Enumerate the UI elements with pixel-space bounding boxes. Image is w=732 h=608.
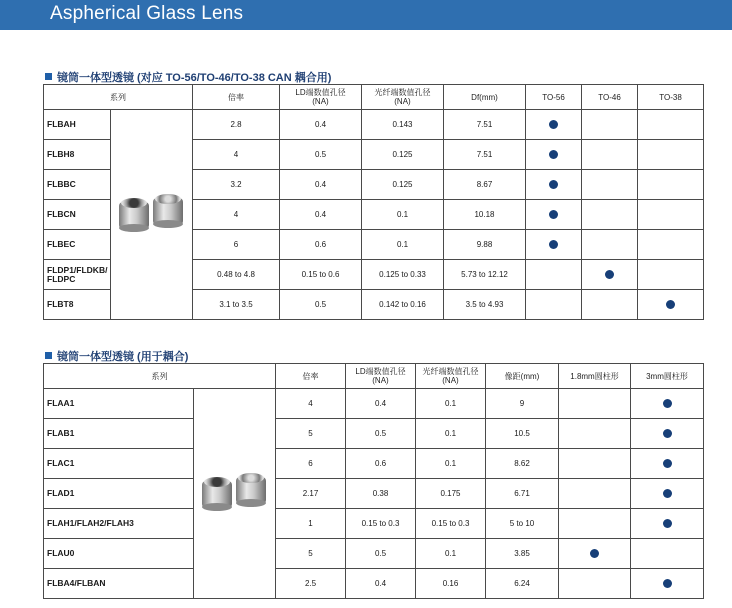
cell-to46 bbox=[582, 140, 638, 170]
compatibility-dot-icon bbox=[590, 549, 599, 558]
cell-to38 bbox=[638, 260, 704, 290]
cell-mag: 1 bbox=[276, 509, 346, 539]
cell-fiber_na: 0.16 bbox=[416, 569, 486, 599]
title-bar bbox=[0, 0, 732, 30]
cell-mag: 4 bbox=[276, 389, 346, 419]
lens-image-cell bbox=[111, 110, 193, 320]
cell-ld_na: 0.4 bbox=[280, 200, 362, 230]
cell-fiber_na: 0.1 bbox=[416, 449, 486, 479]
header-ld-na: LD端数值孔径 (NA) bbox=[346, 364, 416, 389]
cell-to38 bbox=[638, 200, 704, 230]
cell-ld_na: 0.4 bbox=[346, 389, 416, 419]
cell-ld_na: 0.15 to 0.6 bbox=[280, 260, 362, 290]
compatibility-dot-icon bbox=[549, 210, 558, 219]
cell-mag: 5 bbox=[276, 539, 346, 569]
series-name: FLBA4/FLBAN bbox=[44, 569, 194, 599]
compatibility-dot-icon bbox=[663, 429, 672, 438]
cell-fiber_na: 0.125 to 0.33 bbox=[362, 260, 444, 290]
header-cyl-1-8mm: 1.8mm圆柱形 bbox=[559, 364, 631, 389]
series-name: FLAA1 bbox=[44, 389, 194, 419]
compatibility-dot-icon bbox=[549, 240, 558, 249]
header-to56: TO-56 bbox=[526, 85, 582, 110]
series-name: FLDP1/FLDKB/ FLDPC bbox=[44, 260, 111, 290]
cell-mag: 4 bbox=[193, 140, 280, 170]
table-row bbox=[44, 569, 704, 599]
compatibility-dot-icon bbox=[663, 579, 672, 588]
table-row bbox=[44, 419, 704, 449]
cell-df: 9.88 bbox=[444, 230, 526, 260]
lens-image bbox=[117, 192, 187, 237]
header-fiber-na: 光纤端数值孔径 (NA) bbox=[362, 85, 444, 110]
cell-dist: 8.62 bbox=[486, 449, 559, 479]
table-row bbox=[44, 479, 704, 509]
header-magnification: 倍率 bbox=[193, 85, 280, 110]
compatibility-dot-icon bbox=[549, 180, 558, 189]
bullet-square-icon bbox=[45, 352, 52, 359]
bullet-square-icon bbox=[45, 73, 52, 80]
cell-c18 bbox=[559, 509, 631, 539]
header-ld-na: LD端数值孔径 (NA) bbox=[280, 85, 362, 110]
header-to46: TO-46 bbox=[582, 85, 638, 110]
series-name: FLAU0 bbox=[44, 539, 194, 569]
cell-dist: 6.24 bbox=[486, 569, 559, 599]
cell-dist: 9 bbox=[486, 389, 559, 419]
cell-fiber_na: 0.175 bbox=[416, 479, 486, 509]
cell-c18 bbox=[559, 449, 631, 479]
cell-ld_na: 0.6 bbox=[346, 449, 416, 479]
cell-mag: 4 bbox=[193, 200, 280, 230]
cell-ld_na: 0.5 bbox=[346, 539, 416, 569]
cell-dist: 10.5 bbox=[486, 419, 559, 449]
cell-to46 bbox=[582, 290, 638, 320]
cell-fiber_na: 0.143 bbox=[362, 110, 444, 140]
compatibility-dot-icon bbox=[666, 300, 675, 309]
cell-c3 bbox=[631, 419, 704, 449]
cell-c3 bbox=[631, 449, 704, 479]
series-name: FLBEC bbox=[44, 230, 111, 260]
cell-fiber_na: 0.1 bbox=[362, 230, 444, 260]
compatibility-dot-icon bbox=[663, 489, 672, 498]
cell-c3 bbox=[631, 569, 704, 599]
cell-to56 bbox=[526, 110, 582, 140]
cell-fiber_na: 0.15 to 0.3 bbox=[416, 509, 486, 539]
header-series: 系列 bbox=[44, 364, 276, 389]
series-name: FLBH8 bbox=[44, 140, 111, 170]
cell-mag: 6 bbox=[276, 449, 346, 479]
cell-ld_na: 0.38 bbox=[346, 479, 416, 509]
cell-ld_na: 0.6 bbox=[280, 230, 362, 260]
table-row bbox=[44, 110, 704, 140]
cell-c18 bbox=[559, 389, 631, 419]
cell-fiber_na: 0.142 to 0.16 bbox=[362, 290, 444, 320]
lens-image bbox=[200, 471, 270, 516]
page-title: Aspherical Glass Lens bbox=[50, 3, 244, 24]
cell-fiber_na: 0.125 bbox=[362, 140, 444, 170]
series-name: FLBBC bbox=[44, 170, 111, 200]
series-name: FLBAH bbox=[44, 110, 111, 140]
cell-to46 bbox=[582, 230, 638, 260]
table-row bbox=[44, 449, 704, 479]
cell-df: 7.51 bbox=[444, 110, 526, 140]
cell-df: 8.67 bbox=[444, 170, 526, 200]
cell-to56 bbox=[526, 290, 582, 320]
cell-c18 bbox=[559, 479, 631, 509]
compatibility-dot-icon bbox=[605, 270, 614, 279]
section1-heading bbox=[45, 69, 331, 85]
cell-to38 bbox=[638, 140, 704, 170]
section2-heading bbox=[45, 348, 188, 364]
compatibility-dot-icon bbox=[549, 150, 558, 159]
cell-ld_na: 0.5 bbox=[280, 290, 362, 320]
header-image-distance: 像距(mm) bbox=[486, 364, 559, 389]
cell-c18 bbox=[559, 569, 631, 599]
lens-image-cell bbox=[194, 389, 276, 599]
cell-ld_na: 0.5 bbox=[346, 419, 416, 449]
cell-c3 bbox=[631, 479, 704, 509]
cell-fiber_na: 0.1 bbox=[416, 539, 486, 569]
cell-c3 bbox=[631, 509, 704, 539]
series-name: FLBT8 bbox=[44, 290, 111, 320]
cell-ld_na: 0.4 bbox=[346, 569, 416, 599]
header-magnification: 倍率 bbox=[276, 364, 346, 389]
cell-to56 bbox=[526, 260, 582, 290]
cell-mag: 5 bbox=[276, 419, 346, 449]
series-name: FLAH1/FLAH2/FLAH3 bbox=[44, 509, 194, 539]
cell-mag: 6 bbox=[193, 230, 280, 260]
series-name: FLAC1 bbox=[44, 449, 194, 479]
cell-to46 bbox=[582, 260, 638, 290]
cell-to56 bbox=[526, 170, 582, 200]
cell-to56 bbox=[526, 140, 582, 170]
cell-to38 bbox=[638, 230, 704, 260]
series-name: FLAD1 bbox=[44, 479, 194, 509]
cell-mag: 3.1 to 3.5 bbox=[193, 290, 280, 320]
cell-to56 bbox=[526, 230, 582, 260]
cell-to46 bbox=[582, 200, 638, 230]
table-row bbox=[44, 509, 704, 539]
cell-c18 bbox=[559, 419, 631, 449]
cell-dist: 5 to 10 bbox=[486, 509, 559, 539]
cell-c3 bbox=[631, 389, 704, 419]
cell-to56 bbox=[526, 200, 582, 230]
cell-fiber_na: 0.125 bbox=[362, 170, 444, 200]
compatibility-dot-icon bbox=[663, 519, 672, 528]
cell-ld_na: 0.4 bbox=[280, 110, 362, 140]
cell-fiber_na: 0.1 bbox=[416, 389, 486, 419]
cell-ld_na: 0.5 bbox=[280, 140, 362, 170]
cell-c18 bbox=[559, 539, 631, 569]
cell-mag: 2.5 bbox=[276, 569, 346, 599]
header-series: 系列 bbox=[44, 85, 193, 110]
table-coupling bbox=[43, 363, 704, 599]
cell-df: 3.5 to 4.93 bbox=[444, 290, 526, 320]
series-name: FLAB1 bbox=[44, 419, 194, 449]
cell-df: 5.73 to 12.12 bbox=[444, 260, 526, 290]
header-fiber-na: 光纤端数值孔径 (NA) bbox=[416, 364, 486, 389]
table-to-can bbox=[43, 84, 704, 320]
compatibility-dot-icon bbox=[549, 120, 558, 129]
cell-c3 bbox=[631, 539, 704, 569]
cell-to46 bbox=[582, 170, 638, 200]
header-cyl-3mm: 3mm圆柱形 bbox=[631, 364, 704, 389]
table-row bbox=[44, 539, 704, 569]
cell-to38 bbox=[638, 110, 704, 140]
cell-df: 7.51 bbox=[444, 140, 526, 170]
cell-mag: 2.17 bbox=[276, 479, 346, 509]
cell-ld_na: 0.15 to 0.3 bbox=[346, 509, 416, 539]
header-df: Df(mm) bbox=[444, 85, 526, 110]
cell-mag: 2.8 bbox=[193, 110, 280, 140]
compatibility-dot-icon bbox=[663, 399, 672, 408]
cell-dist: 3.85 bbox=[486, 539, 559, 569]
cell-dist: 6.71 bbox=[486, 479, 559, 509]
cell-mag: 0.48 to 4.8 bbox=[193, 260, 280, 290]
cell-ld_na: 0.4 bbox=[280, 170, 362, 200]
cell-fiber_na: 0.1 bbox=[362, 200, 444, 230]
series-name: FLBCN bbox=[44, 200, 111, 230]
section2-heading-text: 镜筒一体型透镜 (用于耦合) bbox=[57, 351, 189, 363]
cell-to46 bbox=[582, 110, 638, 140]
cell-fiber_na: 0.1 bbox=[416, 419, 486, 449]
header-to38: TO-38 bbox=[638, 85, 704, 110]
compatibility-dot-icon bbox=[663, 459, 672, 468]
cell-mag: 3.2 bbox=[193, 170, 280, 200]
table-row bbox=[44, 389, 704, 419]
cell-df: 10.18 bbox=[444, 200, 526, 230]
cell-to38 bbox=[638, 170, 704, 200]
section1-heading-text: 镜筒一体型透镜 (对应 TO-56/TO-46/TO-38 CAN 耦合用) bbox=[57, 72, 332, 84]
cell-to38 bbox=[638, 290, 704, 320]
